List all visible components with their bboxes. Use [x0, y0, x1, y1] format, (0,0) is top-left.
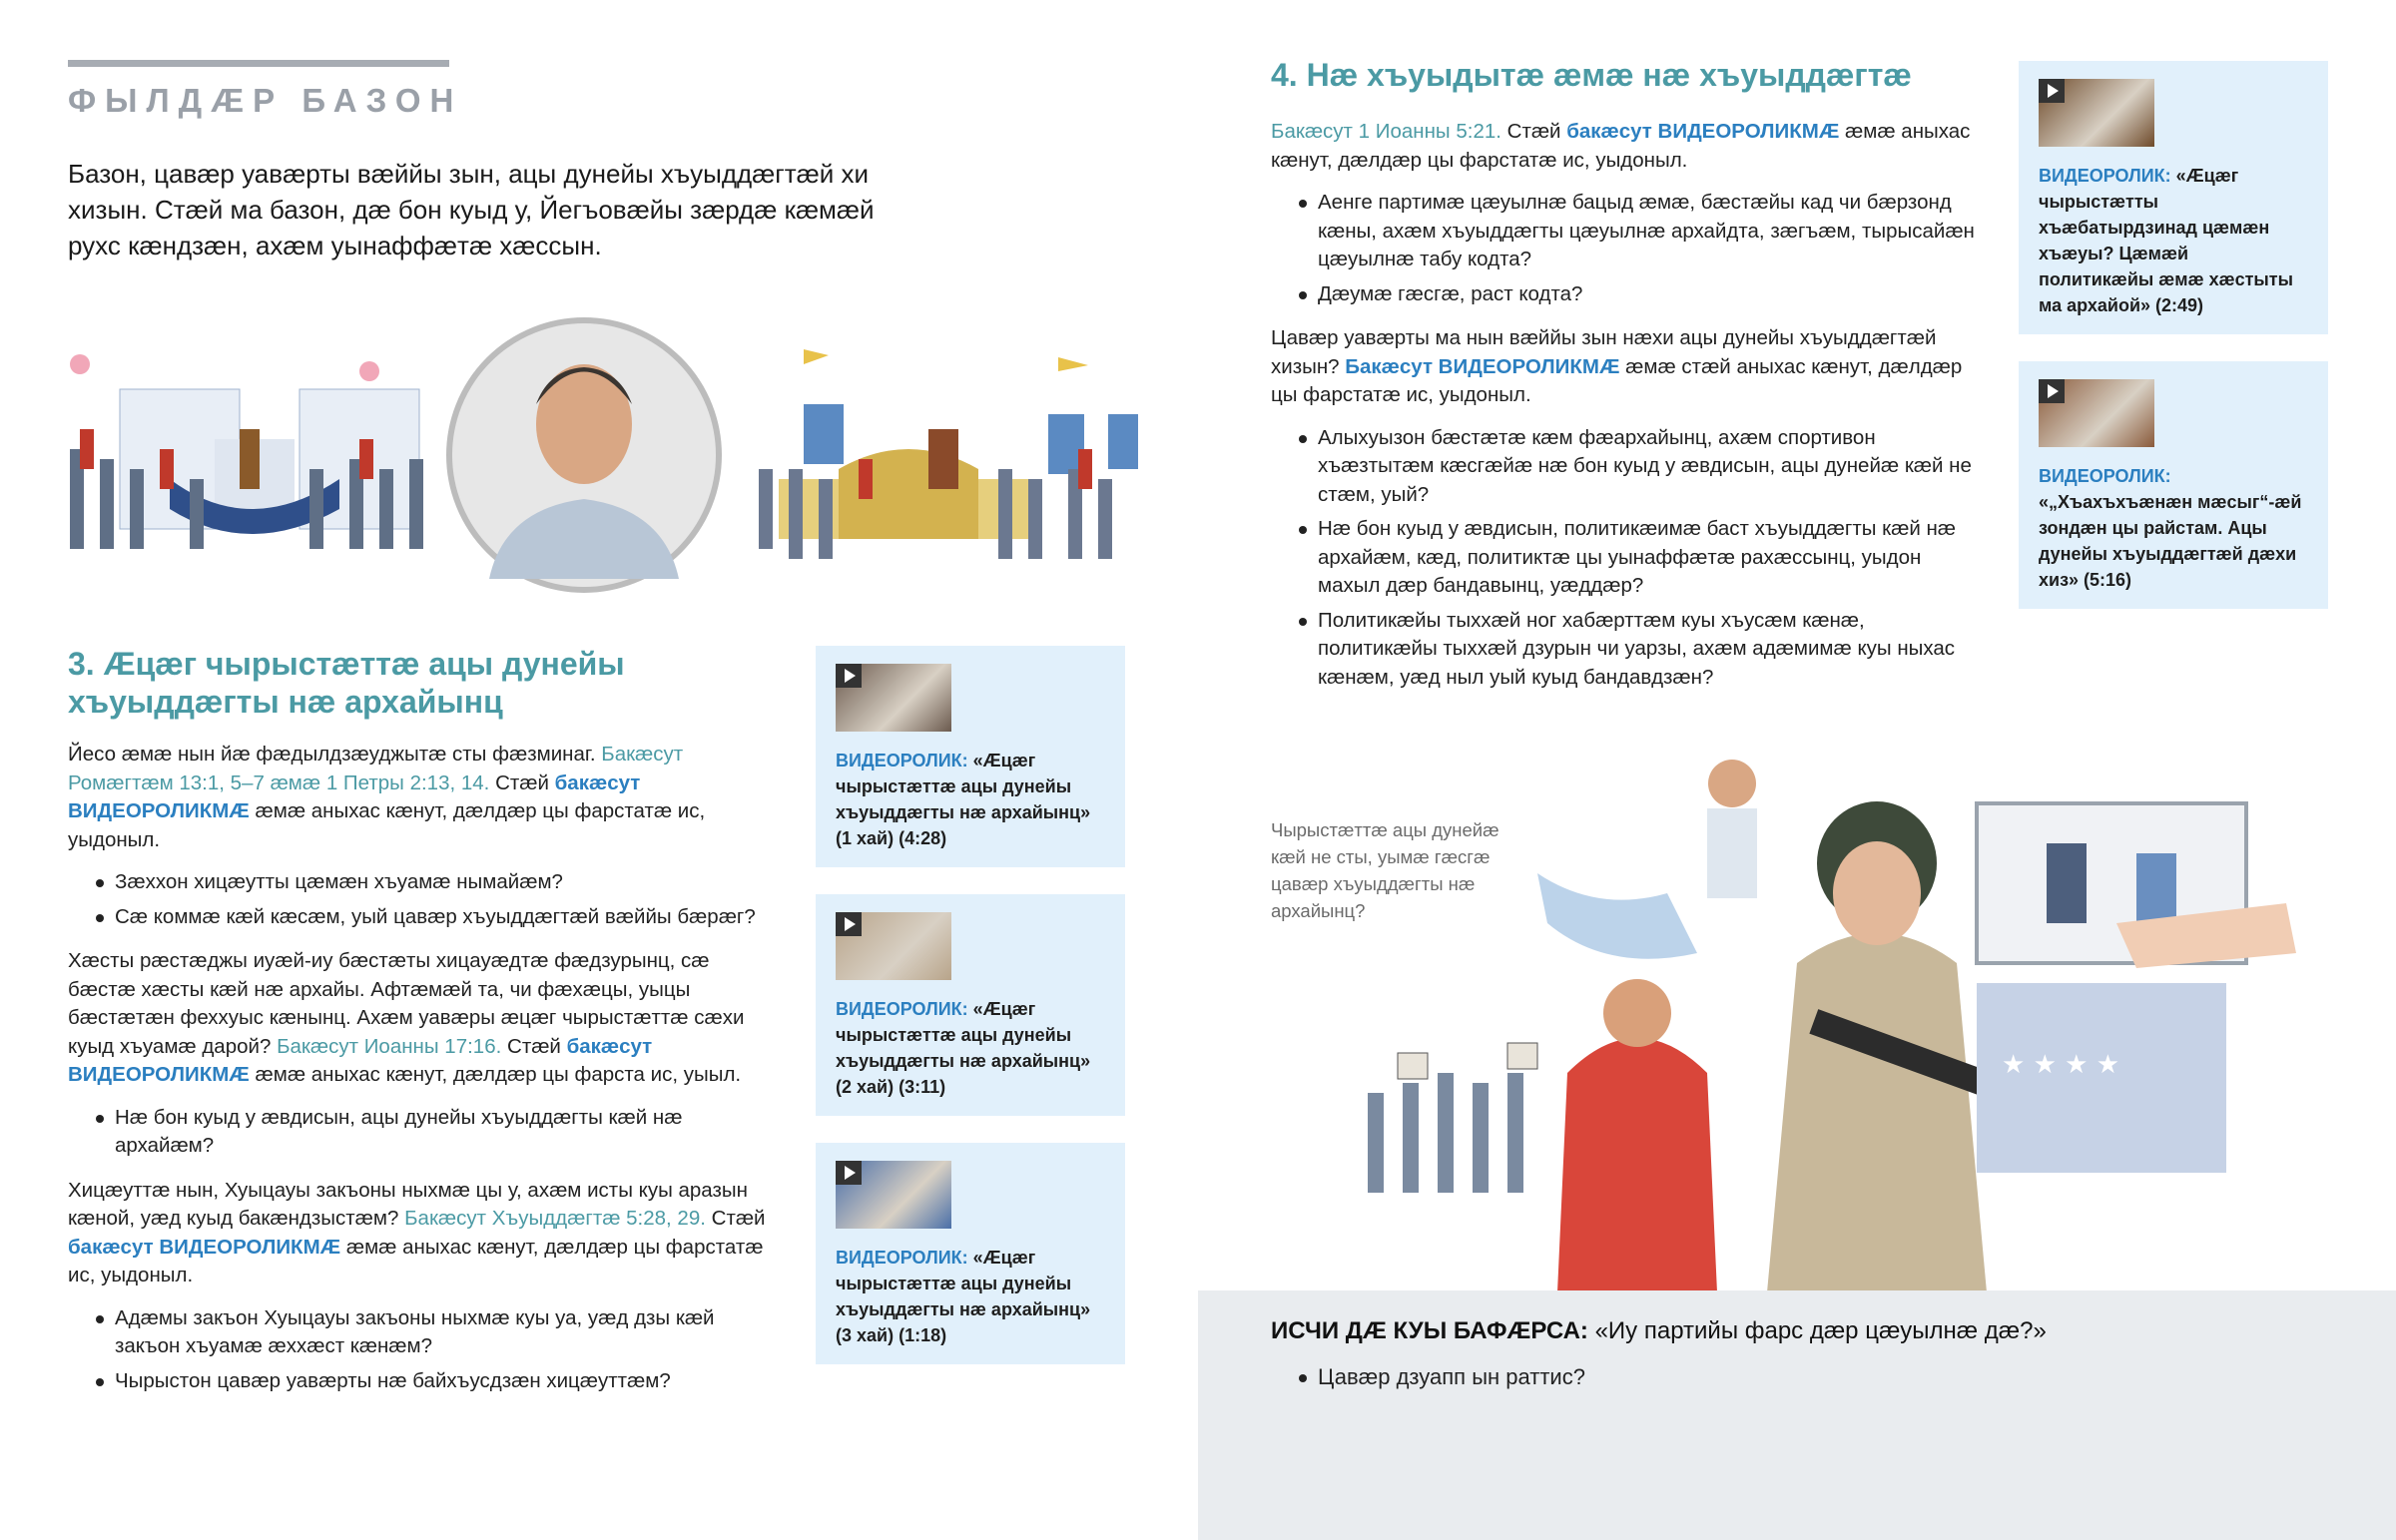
video-link[interactable]: бакæсут ВИДЕОРОЛИКМÆ: [1566, 120, 1840, 143]
text-run: Нæ бон куыд у æвдисын, ацы дунейы хъуыддæгты кæй нæ архайæм?: [115, 1105, 683, 1157]
section-4-body: [1271, 118, 1980, 708]
discussion-question: [1271, 1317, 2047, 1345]
rally-left: [70, 354, 423, 549]
video-thumbnail[interactable]: [2039, 379, 2154, 447]
text-run: Хæсты рæстæджы иуæй-иу бæстæты хицауæдтæ фæдзурынц, сæ бæстæ хæсты кæй нæ архайы. Афтæмæй та, чи фæхæцы, уыцы бæстæтæн феххуыс кæнынц. Ахæм уавæры æцæг чырыстæттæ сæхи куыд хъуамæ дарой?: [68, 949, 745, 1058]
question-list: [68, 1304, 767, 1396]
video-title: «Æцæг чырыстæтты хъæбатырдзинад цæмæн хъæуы? Цæмæй политикæйы æмæ хæстыты ма архайой» (2:49): [2039, 166, 2293, 315]
list-item: [1271, 515, 1980, 601]
video-caption: [836, 748, 1105, 851]
question-list: [1271, 189, 1980, 308]
header-rule: [68, 60, 449, 67]
video-card[interactable]: [816, 646, 1125, 867]
video-caption: [836, 996, 1105, 1100]
text-run: Адæмы закъон Хуыцауы закъоны ныхмæ куы уа, уæд дзы кæй закъон хъуамæ æххæст кæнæм?: [115, 1305, 715, 1357]
page-kicker: ФЫЛДÆР БАЗОН: [68, 82, 463, 119]
paragraph: [68, 741, 767, 854]
illustration-caption: Чырыстæттæ ацы дунейæ кæй не сты, уымæ гæсгæ цавæр хъуыддæгты нæ архайынц?: [1271, 819, 1499, 921]
text-run: Аенге партимæ цæуылнæ бацыд æмæ, бæстæйы кад чи бæрзонд кæны, ахæм хъуыддæгты цæуылнæ архайдта, зæгъæм, тырысайæн цæуылнæ табу кодта?: [1318, 191, 1975, 270]
cheering-fan: [1537, 873, 1717, 1292]
text-run: Сæ коммæ кæй кæсæм, уый цавæр хъуыддæгтæй вæййы бæрæг?: [115, 904, 756, 928]
play-icon[interactable]: [836, 1161, 862, 1185]
text-run: Алыхуызон бæстæтæ кæм фæархайынц, ахæм спортивон хъæзтытæм кæсгæйæ нæ бон куыд у æвдисын, ацы дунейæ кæй не стæм, уый?: [1318, 425, 1972, 506]
text-run: Стæй: [1500, 120, 1567, 143]
section-3-heading: 3. Æцæг чырыстæттæ ацы дунейы хъуыддæгты нæ архайынц: [68, 646, 625, 720]
text-run: Хицæуттæ нын, Хуыцауы закъоны ныхмæ цы у, ахæм исты куы аразын кæной, уæд куыд бакæндзыстæм?: [68, 1178, 748, 1230]
video-thumbnail[interactable]: [836, 912, 951, 980]
video-title: «Æцæг чырыстæттæ ацы дунейы хъуыддæгты нæ архайынц» (3 хай) (1:18): [836, 1248, 1091, 1345]
play-icon[interactable]: [2039, 379, 2065, 403]
neutrality-illustration: [1338, 754, 2316, 1292]
text-run: Стæй: [501, 1034, 567, 1058]
video-card[interactable]: [2019, 361, 2328, 609]
list-item: [1271, 607, 1980, 693]
video-caption: [2039, 163, 2308, 318]
question-list: [68, 868, 767, 931]
section-3-videos: [816, 646, 1125, 1364]
text-run: æмæ аныхас кæнут, дæлдæр цы фарстатæ ис, уыдоныл.: [68, 799, 706, 851]
scripture-link[interactable]: Бакæсут 1 Иоанны 5:21.: [1271, 120, 1501, 143]
text-run: æмæ стæй аныхас кæнут, дæлдæр цы фарстатæ ис, уыдоныл.: [1271, 354, 1963, 406]
rally-right: [759, 349, 1138, 559]
video-label: ВИДЕОРОЛИК:: [2039, 466, 2171, 486]
list-item: [1271, 280, 1980, 309]
section-4-videos: [2019, 61, 2328, 609]
text-run: Чырыстон цавæр уавæрты нæ байхъусдзæн хицæуттæм?: [115, 1368, 671, 1392]
text-run: Политикæйы тыххæй ног хабæрттæм куы хъусæм кæнæ, политикæйы тыххæй дзурын чи уарзы, ахæм адæмимæ куы ныхас кæнæм, уæд ныл уый куыд бандавдзæн?: [1318, 608, 1956, 689]
video-card[interactable]: [816, 894, 1125, 1116]
protesters-group: [1368, 1043, 1537, 1193]
text-run: Зæххон хицæутты цæмæн хъуамæ нымайæм?: [115, 870, 563, 893]
video-card[interactable]: [816, 1143, 1125, 1364]
list-item: [1271, 424, 1980, 510]
list-item: [68, 868, 767, 897]
video-link[interactable]: бакæсут ВИДЕОРОЛИКМÆ: [68, 1034, 653, 1086]
section-4-heading: 4. Нæ хъуыдытæ æмæ нæ хъуыддæгтæ: [1271, 57, 1912, 93]
svg-text:★ ★ ★ ★: ★ ★ ★ ★: [2002, 1050, 2120, 1080]
intro-paragraph: Базон, цавæр уавæрты вæййы зын, ацы дунейы хъуыддæгтæй хи хизын. Стæй ма базон, дæ бон куыд у, Йегъовæйы зæрдæ кæмæй рухс кæндзæн, ахæм уынаффæтæ хæссын.: [68, 159, 875, 260]
text-run: æмæ аныхас кæнут, дæлдæр цы фарста ис, уыыл.: [249, 1063, 742, 1086]
video-title: «Æцæг чырыстæттæ ацы дунейы хъуыддæгты нæ архайынц» (1 хай) (4:28): [836, 751, 1091, 848]
list-item: [68, 903, 767, 932]
text-run: æмæ аныхас кæнут, дæлдæр цы фарстатæ ис, уыдоныл.: [68, 1235, 764, 1286]
paragraph: [1271, 324, 1980, 410]
video-thumbnail[interactable]: [836, 664, 951, 732]
video-title: «Æцæг чырыстæттæ ацы дунейы хъуыддæгты нæ архайынц» (2 хай) (3:11): [836, 999, 1091, 1097]
paragraph: [1271, 118, 1980, 175]
section-3-body: [68, 741, 767, 1411]
text-run: æмæ аныхас кæнут, дæлдæр цы фарстатæ ис, уыдоныл.: [1271, 120, 1971, 172]
video-thumbnail[interactable]: [836, 1161, 951, 1229]
video-label: ВИДЕОРОЛИК:: [836, 999, 973, 1019]
discussion-label: ИСЧИ ДÆ КУЫ БАФÆРСА:: [1271, 1317, 1588, 1344]
list-item: [68, 1367, 767, 1396]
scripture-link[interactable]: Бакæсут Ромæгтæм 13:1, 5–7 æмæ 1 Петры 2:13, 14.: [68, 743, 684, 794]
video-label: ВИДЕОРОЛИК:: [2039, 166, 2176, 186]
paragraph: [68, 947, 767, 1090]
video-thumbnail[interactable]: [2039, 79, 2154, 147]
text-run: Стæй: [489, 770, 555, 794]
boy-figure: [1707, 760, 1757, 898]
text-run: Цавæр уавæрты ма нын вæййы зын нæхи ацы дунейы хъуыддæгтæй хизын?: [1271, 326, 1937, 378]
scripture-link[interactable]: Бакæсут Хъуыддæгтæ 5:28, 29.: [404, 1207, 706, 1230]
video-card[interactable]: [2019, 61, 2328, 334]
list-item: [1271, 189, 1980, 274]
paragraph: [68, 1177, 767, 1290]
discussion-bullet: Цавæр дзуапп ын раттис?: [1271, 1363, 1970, 1392]
discussion-quote: «Иу партийы фарс дæр цæуылнæ дæ?»: [1594, 1317, 2047, 1344]
portrait-circle: [449, 320, 719, 590]
discussion-bullets: [1271, 1363, 1970, 1408]
text-run: Стæй: [705, 1207, 766, 1230]
text-run: Йесо æмæ нын йæ фæдылдзæуджытæ сты фæзминаг.: [68, 743, 602, 766]
video-link[interactable]: бакæсут ВИДЕОРОЛИКМÆ: [68, 770, 641, 822]
video-label: ВИДЕОРОЛИК:: [836, 1248, 973, 1268]
list-item: [68, 1304, 767, 1361]
play-icon[interactable]: [836, 912, 862, 936]
question-list: [1271, 424, 1980, 693]
election-illustration: [60, 309, 1158, 599]
video-title: «„Хъахъхъæнæн мæсыг“-æй зондæн цы райстам. Ацы дунейы хъуыддæгтæй дæхи хиз» (5:16): [2039, 492, 2302, 590]
video-label: ВИДЕОРОЛИК:: [836, 751, 973, 770]
video-caption: [836, 1245, 1105, 1348]
scripture-link[interactable]: Бакæсут Иоанны 17:16.: [277, 1034, 502, 1058]
text-run: Дæумæ гæсгæ, раст кодта?: [1318, 281, 1583, 305]
list-item: [68, 1104, 767, 1161]
question-list: [68, 1104, 767, 1161]
video-link[interactable]: Бакæсут ВИДЕОРОЛИКМÆ: [1345, 354, 1620, 378]
play-icon[interactable]: [836, 664, 862, 688]
video-caption: [2039, 463, 2308, 593]
video-link[interactable]: бакæсут ВИДЕОРОЛИКМÆ: [68, 1235, 341, 1259]
text-run: Нæ бон куыд у æвдисын, политикæимæ баст хъуыддæгты кæй нæ архайæм, кæд, политиктæ цы уынаффæтæ рахæссынц, уыдон махыл дæр бандавынц, уæддæр?: [1318, 517, 1957, 597]
play-icon[interactable]: [2039, 79, 2065, 103]
